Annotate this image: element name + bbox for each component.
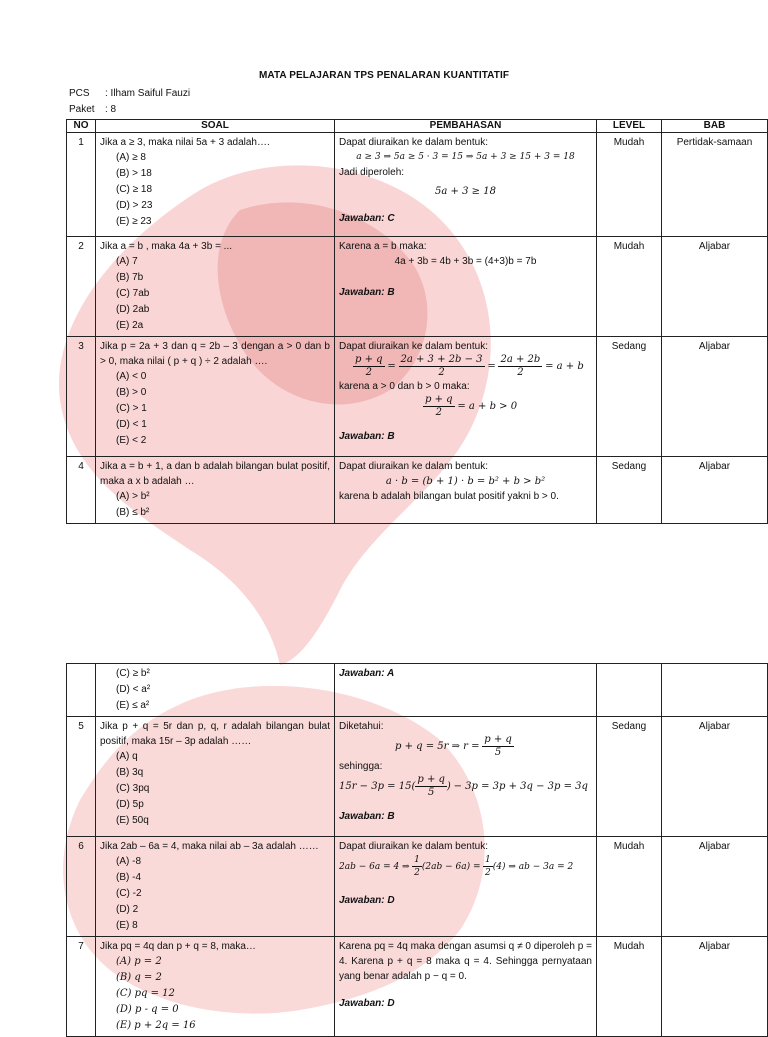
pembahasan-text: Dapat diuraikan ke dalam bentuk: — [339, 841, 488, 852]
option: (D) < a² — [116, 684, 151, 695]
pembahasan-cell — [335, 664, 597, 717]
level-cell: Mudah — [597, 133, 662, 237]
equation-part: p + q = 5r ⇒ r = — [395, 741, 480, 753]
fraction — [399, 354, 485, 379]
answer-text: Jawaban: D — [339, 895, 395, 906]
page-title: MATA PELAJARAN TPS PENALARAN KUANTITATIF — [258, 70, 510, 81]
fraction — [423, 394, 455, 419]
question-text: Jika 2ab – 6a = 4, maka nilai ab – 3a adalah …… — [100, 841, 319, 852]
soal-cell — [96, 664, 335, 717]
option: (B) -4 — [116, 872, 141, 883]
option: (B) 3q — [116, 767, 144, 778]
denominator: 2 — [414, 868, 420, 878]
paket-line — [69, 104, 116, 115]
numerator: 2a + 3 + 2b − 3 — [400, 354, 483, 365]
level-cell: Mudah — [597, 937, 662, 1037]
numerator: p + q — [425, 394, 453, 405]
table-row — [67, 664, 768, 717]
numerator: p + q — [355, 354, 383, 365]
level-cell: Sedang — [597, 457, 662, 524]
pembahasan-text: karena b adalah bilangan bulat positif yakni b > 0. — [339, 491, 559, 502]
option: (B) ≤ b² — [116, 507, 150, 518]
denominator: 5 — [494, 747, 502, 758]
level-cell: Mudah — [597, 237, 662, 337]
row-number: 2 — [67, 237, 96, 337]
question-text: Jika p + q = 5r dan p, q, r adalah bilangan bulat positif, maka 15r – 3p adalah …… — [100, 721, 330, 747]
pembahasan-cell — [335, 337, 597, 457]
pembahasan-equation — [339, 854, 592, 879]
numerator: p + q — [484, 734, 512, 745]
fraction — [483, 854, 493, 879]
pembahasan-cell — [335, 133, 597, 237]
pembahasan-cell — [335, 717, 597, 837]
pembahasan-cell — [335, 457, 597, 524]
answer-text: Jawaban: D — [339, 998, 395, 1009]
option: (D) 5p — [116, 799, 144, 810]
pembahasan-text: Dapat diuraikan ke dalam bentuk: — [339, 461, 488, 472]
pembahasan-cell — [335, 237, 597, 337]
pembahasan-text: Dapat diuraikan ke dalam bentuk: — [339, 341, 488, 352]
option: (D) < 1 — [116, 419, 147, 430]
pembahasan-text: Jadi diperoleh: — [339, 167, 405, 178]
col-header-soal: SOAL — [96, 120, 335, 133]
option: (E) p + 2q = 16 — [116, 1020, 196, 1031]
fraction — [353, 354, 385, 379]
pembahasan-equation: a ≥ 3 ⇒ 5a ≥ 5 · 3 = 15 ⇒ 5a + 3 ≥ 15 + 3 = 18 — [356, 152, 575, 162]
option: (E) ≤ a² — [116, 700, 150, 711]
level-cell: Mudah — [597, 837, 662, 937]
bab-cell — [662, 664, 768, 717]
option: (C) ≥ b² — [116, 668, 150, 679]
equation-tail: = a + b — [545, 361, 584, 373]
row-number — [67, 664, 96, 717]
option: (A) -8 — [116, 856, 141, 867]
numerator: 2a + 2b — [500, 354, 541, 365]
option: (A) 7 — [116, 256, 138, 267]
option: (E) 50q — [116, 815, 149, 826]
denominator: 2 — [365, 367, 372, 378]
paket-value: : 8 — [105, 104, 117, 115]
option: (E) 8 — [116, 920, 138, 931]
col-header-pembahasan: PEMBAHASAN — [335, 120, 597, 133]
option: (C) 3pq — [116, 783, 150, 794]
bab-cell: Pertidak-samaan — [662, 133, 768, 237]
answer-text: Jawaban: B — [339, 431, 395, 442]
option: (B) 7b — [116, 272, 144, 283]
level-cell — [597, 664, 662, 717]
option: (A) < 0 — [116, 371, 147, 382]
table-row — [67, 133, 768, 237]
bab-cell: Aljabar — [662, 337, 768, 457]
pembahasan-equation: 15r − 3p = 15( $\frac{p + q}{5}$ ) − 3p = 3p + 3q − 3p = 3q — [339, 774, 588, 798]
question-text: Jika a = b + 1, a dan b adalah bilangan bulat positif, maka a x b adalah … — [100, 461, 330, 487]
table-row — [67, 837, 768, 937]
answer-text: Jawaban: B — [339, 287, 395, 298]
soal-cell — [96, 237, 335, 337]
equation-part: − 3p = 3p + 3q − 3p = 3q — [453, 781, 588, 793]
pcs-line — [69, 88, 190, 99]
pcs-value: : Ilham Saiful Fauzi — [105, 88, 191, 99]
option: (E) 2a — [116, 320, 144, 331]
option: (D) p - q = 0 — [116, 1004, 179, 1015]
table-row — [67, 337, 768, 457]
question-text: Jika pq = 4q dan p + q = 8, maka… — [100, 941, 256, 952]
option: (C) 7ab — [116, 288, 150, 299]
paket-label: Paket — [69, 104, 95, 115]
col-header-bab: BAB — [662, 120, 768, 133]
pembahasan-cell — [335, 937, 597, 1037]
row-number: 1 — [67, 133, 96, 237]
question-table-continued — [66, 663, 768, 1037]
answer-text: Jawaban: A — [339, 668, 395, 679]
soal-cell — [96, 457, 335, 524]
equation-tail: = a + b > 0 — [457, 401, 518, 413]
soal-cell — [96, 133, 335, 237]
option: (B) q = 2 — [116, 972, 162, 983]
question-table — [66, 119, 768, 524]
pcs-label: PCS — [69, 88, 90, 99]
bab-cell: Aljabar — [662, 717, 768, 837]
equation-part: 2ab − 6a = 4 ⇒ — [339, 861, 410, 872]
row-number: 7 — [67, 937, 96, 1037]
denominator: 2 — [435, 407, 442, 418]
soal-cell — [96, 937, 335, 1037]
soal-cell — [96, 837, 335, 937]
fraction — [412, 854, 422, 879]
table-row — [67, 237, 768, 337]
option: (A) p = 2 — [116, 956, 162, 967]
table-row — [67, 937, 768, 1037]
numerator: p + q — [417, 774, 445, 785]
row-number: 4 — [67, 457, 96, 524]
option: (D) 2 — [116, 904, 139, 915]
answer-text: Jawaban: B — [339, 811, 395, 822]
pembahasan-cell — [335, 837, 597, 937]
pembahasan-text: karena a > 0 dan b > 0 maka: — [339, 381, 470, 392]
question-text: Jika a = b , maka 4a + 3b = ... — [100, 241, 233, 252]
answer-text: Jawaban: C — [339, 213, 395, 224]
fraction — [415, 774, 447, 799]
equation-part: (4) ⇒ ab − 3a = 2 — [492, 861, 574, 872]
soal-cell — [96, 337, 335, 457]
option: (C) pq = 12 — [116, 988, 175, 999]
table-row — [67, 457, 768, 524]
level-cell: Sedang — [597, 337, 662, 457]
equation-part: (2ab − 6a) = — [421, 861, 481, 872]
fraction — [482, 734, 514, 759]
option: (B) > 18 — [116, 168, 152, 179]
denominator: 2 — [438, 367, 445, 378]
denominator: 2 — [485, 868, 491, 878]
soal-cell — [96, 717, 335, 837]
denominator: 2 — [517, 367, 524, 378]
pembahasan-equation: 5a + 3 ≥ 18 — [435, 186, 496, 197]
option: (A) > b² — [116, 491, 150, 502]
table-row — [67, 717, 768, 837]
bab-cell: Aljabar — [662, 457, 768, 524]
option: (E) < 2 — [116, 435, 147, 446]
row-number: 5 — [67, 717, 96, 837]
pembahasan-text: Dapat diuraikan ke dalam bentuk: — [339, 137, 488, 148]
option: (A) q — [116, 751, 138, 762]
row-number: 6 — [67, 837, 96, 937]
col-header-no: NO — [67, 120, 96, 133]
numerator: 1 — [414, 855, 420, 865]
option: (D) 2ab — [116, 304, 150, 315]
denominator: 5 — [427, 787, 435, 798]
bab-cell: Aljabar — [662, 837, 768, 937]
level-cell: Sedang — [597, 717, 662, 837]
option: (C) > 1 — [116, 403, 147, 414]
pembahasan-text: Karena a = b maka: — [339, 241, 427, 252]
pembahasan-equation — [339, 734, 592, 759]
pembahasan-text: Karena pq = 4q maka dengan asumsi q ≠ 0 diperoleh p = 4. Karena p + q = 8 maka q = 4. Sehingga pernyataan yang benar adalah p − q = 0. — [339, 941, 592, 982]
question-text: Jika a ≥ 3, maka nilai 5a + 3 adalah…. — [100, 137, 270, 148]
pembahasan-text: Diketahui: — [339, 721, 384, 732]
option: (C) ≥ 18 — [116, 184, 153, 195]
table-header-row — [67, 120, 768, 133]
option: (A) ≥ 8 — [116, 152, 146, 163]
pembahasan-text: sehingga: — [339, 761, 383, 772]
bab-cell: Aljabar — [662, 237, 768, 337]
numerator: 1 — [485, 855, 491, 865]
option: (D) > 23 — [116, 200, 153, 211]
pembahasan-equation: a · b = (b + 1) · b = b² + b > b² — [385, 476, 546, 487]
pembahasan-equation: $\frac{p + q}{2}$ = $\frac{2a + 3 + 2b - 3}{2}$ = $\frac{2a + 2b}{2}$ = a + b — [355, 354, 584, 378]
equation-part: 15r − 3p = 15 — [339, 781, 412, 793]
option: (B) > 0 — [116, 387, 147, 398]
question-text: Jika p = 2a + 3 dan q = 2b – 3 dengan a > 0 dan b > 0, maka nilai ( p + q ) ÷ 2 adalah …. — [100, 341, 330, 367]
col-header-level: LEVEL — [597, 120, 662, 133]
fraction — [498, 354, 542, 379]
pembahasan-equation: 4a + 3b = 4b + 3b = (4+3)b = 7b — [394, 256, 537, 267]
pembahasan-equation — [339, 394, 592, 419]
bab-cell: Aljabar — [662, 937, 768, 1037]
option: (C) -2 — [116, 888, 142, 899]
row-number: 3 — [67, 337, 96, 457]
option: (E) ≥ 23 — [116, 216, 152, 227]
